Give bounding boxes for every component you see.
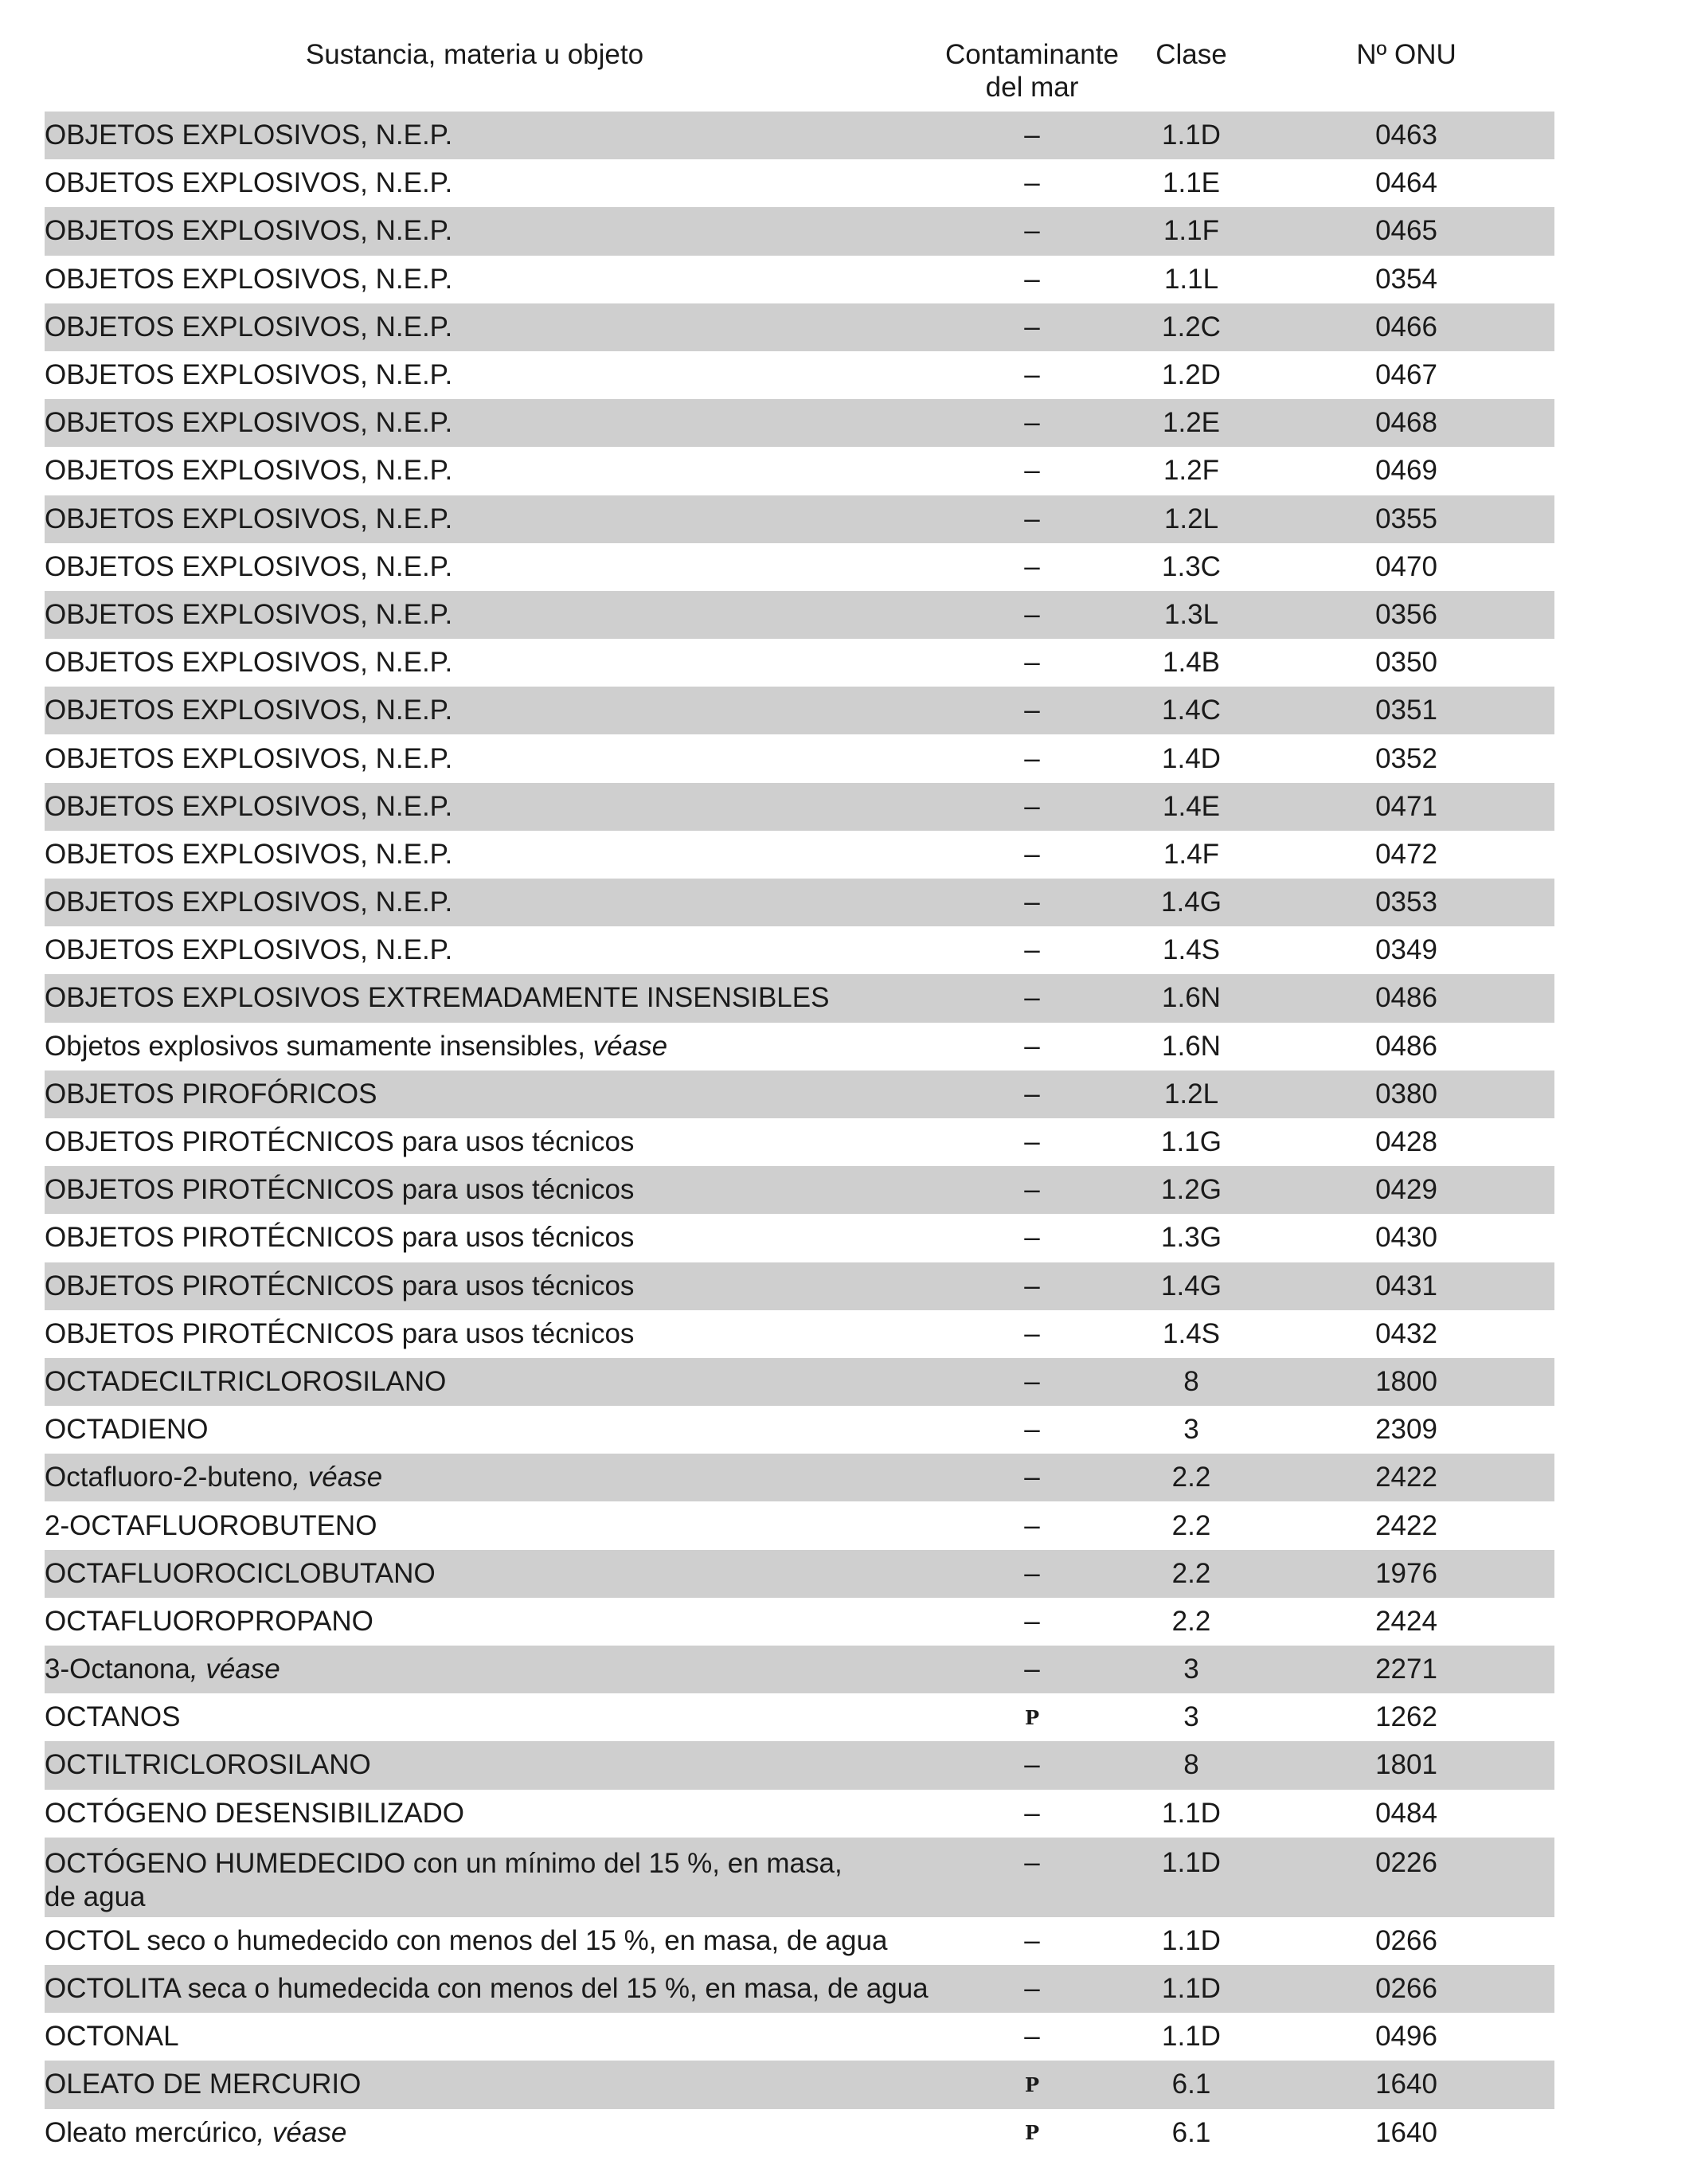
cell-un-number: 0428 <box>1375 1126 1437 1158</box>
substance-text: OCTILTRICLOROSILANO <box>45 1749 371 1781</box>
cell-un-number: 0351 <box>1375 695 1437 726</box>
cell-substance <box>45 598 905 632</box>
substance-text: OCTOLITA seca o humedecida con menos del 15 %, en masa, de agua <box>45 1973 929 2005</box>
cell-un-number: 0496 <box>1375 2021 1437 2053</box>
cell-class: 1.1D <box>1162 1797 1221 1829</box>
cell-marine-pollutant: – <box>1024 2021 1040 2053</box>
cell-marine-pollutant: – <box>1024 263 1040 295</box>
substance-text: OBJETOS PIROTÉCNICOS para usos técnicos <box>45 1222 635 1254</box>
table-row <box>45 1598 1554 1646</box>
table-row <box>45 1838 1554 1917</box>
cell-un-number: 0350 <box>1375 647 1437 679</box>
cell-marine-pollutant: – <box>1024 1846 1040 1878</box>
see-reference-text: , véase <box>256 2116 347 2148</box>
cell-substance <box>45 119 905 152</box>
cell-un-number: 0380 <box>1375 1078 1437 1110</box>
cell-marine-pollutant: – <box>1024 790 1040 822</box>
cell-class: 1.1D <box>1162 1924 1221 1956</box>
cell-class: 8 <box>1183 1365 1199 1397</box>
substance-text: OCTOL seco o humedecido con menos del 15 %, en masa, de agua <box>45 1924 888 1956</box>
cell-class: 1.2E <box>1163 407 1220 439</box>
cell-un-number: 0353 <box>1375 887 1437 918</box>
table-row <box>45 159 1554 207</box>
cell-substance <box>45 1461 905 1494</box>
table-row <box>45 1118 1554 1166</box>
cell-un-number: 0465 <box>1375 215 1437 247</box>
cell-class: 3 <box>1183 1701 1199 1733</box>
table-row <box>45 447 1554 495</box>
cell-class: 1.2F <box>1163 455 1220 487</box>
substance-text: OCTONAL <box>45 2021 179 2053</box>
header-marine-text: Contaminante del mar <box>945 39 1119 103</box>
cell-marine-pollutant: – <box>1024 1078 1040 1110</box>
substance-text: OBJETOS EXPLOSIVOS, N.E.P. <box>45 119 453 151</box>
table-row <box>45 256 1554 303</box>
cell-marine-pollutant: – <box>1024 838 1040 870</box>
cell-substance <box>45 503 905 536</box>
cell-substance <box>45 1221 905 1254</box>
cell-marine-pollutant: – <box>1024 1222 1040 1254</box>
cell-class: 1.4G <box>1161 887 1222 918</box>
cell-class: 1.1F <box>1163 215 1220 247</box>
table-row <box>45 2013 1554 2061</box>
cell-class: 1.1L <box>1163 263 1219 295</box>
substance-text: 3-Octanona <box>45 1654 190 1685</box>
substance-text: OBJETOS PIROTÉCNICOS para usos técnicos <box>45 1174 635 1206</box>
cell-substance <box>45 1557 905 1591</box>
cell-substance <box>45 646 905 679</box>
cell-substance <box>45 2068 905 2101</box>
substance-text: OBJETOS EXPLOSIVOS, N.E.P. <box>45 503 453 534</box>
cell-marine-pollutant: – <box>1024 215 1040 247</box>
cell-un-number: 1800 <box>1375 1365 1437 1397</box>
substance-text: OBJETOS EXPLOSIVOS, N.E.P. <box>45 167 453 199</box>
cell-substance <box>45 1924 905 1958</box>
cell-un-number: 0355 <box>1375 503 1437 534</box>
table-row <box>45 639 1554 687</box>
cell-substance <box>45 790 905 824</box>
table-header <box>45 32 1554 112</box>
substance-text: OBJETOS EXPLOSIVOS, N.E.P. <box>45 742 453 774</box>
cell-substance <box>45 1847 905 1914</box>
substance-text-continued: de agua <box>45 1881 146 1912</box>
cell-class: 1.1D <box>1162 1973 1221 2005</box>
cell-substance <box>45 1797 905 1830</box>
cell-substance <box>45 886 905 919</box>
cell-class: 1.3C <box>1162 550 1221 582</box>
cell-substance <box>45 1125 905 1159</box>
substance-text: OBJETOS PIROTÉCNICOS para usos técnicos <box>45 1317 635 1349</box>
cell-un-number: 0484 <box>1375 1797 1437 1829</box>
table-row <box>45 207 1554 255</box>
cell-substance <box>45 742 905 776</box>
cell-un-number: 0352 <box>1375 742 1437 774</box>
cell-marine-pollutant: – <box>1024 1365 1040 1397</box>
cell-substance <box>45 1317 905 1351</box>
cell-class: 2.2 <box>1171 1462 1211 1493</box>
cell-marine-pollutant: – <box>1024 598 1040 630</box>
table-row <box>45 1214 1554 1262</box>
substance-text: OCTAFLUOROCICLOBUTANO <box>45 1557 436 1589</box>
table-row <box>45 303 1554 351</box>
cell-marine-pollutant: – <box>1024 1317 1040 1349</box>
cell-substance <box>45 263 905 296</box>
cell-un-number: 2424 <box>1375 1605 1437 1637</box>
cell-un-number: 0226 <box>1375 1846 1437 1878</box>
cell-marine-pollutant: – <box>1024 1797 1040 1829</box>
table-row <box>45 591 1554 639</box>
substance-text: OBJETOS EXPLOSIVOS, N.E.P. <box>45 311 453 342</box>
cell-marine-pollutant: – <box>1024 1973 1040 2005</box>
cell-marine-pollutant: – <box>1024 311 1040 342</box>
header-substance: Sustancia, materia u objeto <box>305 39 644 70</box>
cell-class: 1.2L <box>1163 1078 1219 1110</box>
cell-substance <box>45 981 905 1015</box>
substance-text: OBJETOS EXPLOSIVOS, N.E.P. <box>45 934 453 966</box>
cell-marine-pollutant: – <box>1024 503 1040 534</box>
dangerous-goods-table <box>45 32 1554 2157</box>
substance-text: OBJETOS EXPLOSIVOS, N.E.P. <box>45 359 453 391</box>
cell-class: 1.4S <box>1163 934 1220 966</box>
cell-marine-pollutant: – <box>1024 1414 1040 1446</box>
substance-text: OBJETOS EXPLOSIVOS, N.E.P. <box>45 647 453 679</box>
cell-class: 1.4D <box>1162 742 1221 774</box>
cell-marine-pollutant: – <box>1024 695 1040 726</box>
table-row <box>45 1646 1554 1693</box>
cell-un-number: 1976 <box>1375 1557 1437 1589</box>
cell-un-number: 0430 <box>1375 1222 1437 1254</box>
cell-marine-pollutant: – <box>1024 742 1040 774</box>
table-row <box>45 399 1554 447</box>
cell-substance <box>45 1701 905 1734</box>
cell-marine-pollutant: – <box>1024 1030 1040 1062</box>
cell-class: 6.1 <box>1171 2069 1211 2100</box>
cell-un-number: 2271 <box>1375 1654 1437 1685</box>
cell-class: 1.6N <box>1162 982 1221 1014</box>
table-row <box>45 1358 1554 1406</box>
cell-un-number: 0466 <box>1375 311 1437 342</box>
table-row <box>45 543 1554 591</box>
cell-substance <box>45 1413 905 1446</box>
table-row <box>45 1741 1554 1789</box>
cell-class: 1.4F <box>1163 838 1220 870</box>
table-row <box>45 1550 1554 1598</box>
table-row <box>45 1965 1554 2013</box>
cell-class: 1.3G <box>1161 1222 1222 1254</box>
cell-un-number: 1262 <box>1375 1701 1437 1733</box>
cell-un-number: 0432 <box>1375 1317 1437 1349</box>
table-row <box>45 1023 1554 1070</box>
cell-marine-pollutant: – <box>1024 359 1040 391</box>
cell-substance <box>45 838 905 871</box>
cell-un-number: 1640 <box>1375 2116 1437 2148</box>
substance-text: OBJETOS EXPLOSIVOS, N.E.P. <box>45 263 453 295</box>
cell-class: 1.4E <box>1163 790 1220 822</box>
cell-marine-pollutant: – <box>1024 1557 1040 1589</box>
table-row <box>45 879 1554 926</box>
cell-substance <box>45 454 905 487</box>
cell-class: 2.2 <box>1171 1605 1211 1637</box>
cell-marine-pollutant: – <box>1024 1462 1040 1493</box>
cell-class: 1.4C <box>1162 695 1221 726</box>
cell-un-number: 0431 <box>1375 1270 1437 1301</box>
cell-un-number: 0356 <box>1375 598 1437 630</box>
table-row <box>45 1917 1554 1965</box>
cell-marine-pollutant: – <box>1024 455 1040 487</box>
cell-substance <box>45 550 905 584</box>
table-row <box>45 687 1554 734</box>
substance-text: OBJETOS EXPLOSIVOS, N.E.P. <box>45 455 453 487</box>
cell-substance <box>45 694 905 727</box>
cell-marine-pollutant: – <box>1024 1509 1040 1541</box>
cell-substance <box>45 1972 929 2006</box>
table-row <box>45 1790 1554 1838</box>
cell-substance <box>45 2020 905 2053</box>
header-un-number: Nº ONU <box>1356 39 1456 70</box>
cell-marine-pollutant: – <box>1024 1749 1040 1781</box>
cell-un-number: 1801 <box>1375 1749 1437 1781</box>
cell-substance <box>45 1173 905 1207</box>
table-body <box>45 112 1554 2157</box>
cell-un-number: 0470 <box>1375 550 1437 582</box>
cell-class: 1.2G <box>1161 1174 1222 1206</box>
substance-text: OBJETOS EXPLOSIVOS, N.E.P. <box>45 407 453 439</box>
substance-text: OBJETOS EXPLOSIVOS, N.E.P. <box>45 887 453 918</box>
cell-marine-pollutant: – <box>1024 1174 1040 1206</box>
cell-class: 1.4S <box>1163 1317 1220 1349</box>
see-reference-text: véase <box>592 1030 668 1062</box>
cell-substance <box>45 1653 905 1686</box>
cell-class: 1.1G <box>1161 1126 1222 1158</box>
cell-un-number: 0468 <box>1375 407 1437 439</box>
substance-text: OCTADIENO <box>45 1414 209 1446</box>
table-row <box>45 1454 1554 1501</box>
cell-class: 3 <box>1183 1414 1199 1446</box>
table-row <box>45 1406 1554 1454</box>
cell-class: 2.2 <box>1171 1509 1211 1541</box>
substance-text: OBJETOS EXPLOSIVOS, N.E.P. <box>45 695 453 726</box>
cell-un-number: 0472 <box>1375 838 1437 870</box>
cell-un-number: 1640 <box>1375 2069 1437 2100</box>
cell-marine-pollutant: – <box>1024 934 1040 966</box>
substance-text: OBJETOS EXPLOSIVOS, N.E.P. <box>45 790 453 822</box>
cell-class: 1.1D <box>1162 1846 1221 1878</box>
substance-text: OBJETOS PIROTÉCNICOS para usos técnicos <box>45 1126 635 1158</box>
cell-marine-pollutant: – <box>1024 1924 1040 1956</box>
table-row <box>45 1070 1554 1118</box>
cell-marine-pollutant: – <box>1024 982 1040 1014</box>
cell-class: 3 <box>1183 1654 1199 1685</box>
cell-substance <box>45 1270 905 1303</box>
table-row <box>45 2061 1554 2108</box>
cell-class: 1.1E <box>1163 167 1220 199</box>
substance-text: OCTÓGENO HUMEDECIDO con un mínimo del 15 %, en masa, <box>45 1847 843 1879</box>
substance-text: 2-OCTAFLUOROBUTENO <box>45 1509 377 1541</box>
cell-un-number: 0266 <box>1375 1973 1437 2005</box>
table-row <box>45 2109 1554 2157</box>
cell-marine-pollutant: – <box>1024 887 1040 918</box>
cell-class: 1.1D <box>1162 119 1221 151</box>
cell-un-number: 0463 <box>1375 119 1437 151</box>
cell-un-number: 0354 <box>1375 263 1437 295</box>
substance-text: OBJETOS EXPLOSIVOS EXTREMADAMENTE INSENSIBLES <box>45 982 830 1014</box>
cell-class: 1.1D <box>1162 2021 1221 2053</box>
cell-un-number: 0469 <box>1375 455 1437 487</box>
cell-marine-pollutant: – <box>1024 1126 1040 1158</box>
cell-class: 2.2 <box>1171 1557 1211 1589</box>
table-row <box>45 351 1554 399</box>
cell-substance <box>45 1078 905 1111</box>
cell-un-number: 2309 <box>1375 1414 1437 1446</box>
cell-substance <box>45 311 905 344</box>
cell-marine-pollutant: – <box>1024 1270 1040 1301</box>
cell-class: 1.3L <box>1163 598 1219 630</box>
see-reference-text: , véase <box>190 1654 280 1685</box>
cell-marine-pollutant: – <box>1024 119 1040 151</box>
substance-text: OBJETOS EXPLOSIVOS, N.E.P. <box>45 550 453 582</box>
table-row <box>45 1166 1554 1214</box>
substance-text: OBJETOS EXPLOSIVOS, N.E.P. <box>45 215 453 247</box>
cell-un-number: 0349 <box>1375 934 1437 966</box>
cell-substance <box>45 406 905 440</box>
substance-text: OBJETOS PIROFÓRICOS <box>45 1078 377 1110</box>
substance-text: Octafluoro-2-buteno <box>45 1462 293 1493</box>
cell-marine-pollutant: – <box>1024 1654 1040 1685</box>
table-row <box>45 495 1554 543</box>
cell-substance <box>45 933 905 967</box>
cell-substance <box>45 214 905 248</box>
cell-un-number: 2422 <box>1375 1462 1437 1493</box>
cell-marine-pollutant: – <box>1024 647 1040 679</box>
cell-marine-pollutant: – <box>1024 550 1040 582</box>
cell-class: 1.4B <box>1163 647 1220 679</box>
cell-class: 1.6N <box>1162 1030 1221 1062</box>
substance-text: OBJETOS EXPLOSIVOS, N.E.P. <box>45 838 453 870</box>
cell-un-number: 0471 <box>1375 790 1437 822</box>
table-row <box>45 783 1554 831</box>
cell-marine-pollutant: – <box>1024 407 1040 439</box>
table-row <box>45 734 1554 782</box>
substance-text: OBJETOS PIROTÉCNICOS para usos técnicos <box>45 1270 635 1301</box>
cell-substance <box>45 1605 905 1638</box>
cell-un-number: 0486 <box>1375 982 1437 1014</box>
cell-substance <box>45 2116 905 2150</box>
cell-un-number: 0429 <box>1375 1174 1437 1206</box>
cell-marine-pollutant: – <box>1024 1605 1040 1637</box>
cell-substance <box>45 1509 905 1543</box>
cell-substance <box>45 1030 905 1063</box>
table-row <box>45 1310 1554 1358</box>
cell-class: 1.2L <box>1163 503 1219 534</box>
cell-un-number: 0486 <box>1375 1030 1437 1062</box>
substance-text: Oleato mercúrico <box>45 2116 257 2148</box>
substance-text: Objetos explosivos sumamente insensibles, <box>45 1030 593 1062</box>
substance-text: OCTANOS <box>45 1701 181 1733</box>
header-class: Clase <box>1155 39 1227 70</box>
cell-un-number: 0467 <box>1375 359 1437 391</box>
cell-class: 1.2D <box>1162 359 1221 391</box>
cell-marine-pollutant: – <box>1024 167 1040 199</box>
substance-text: OBJETOS EXPLOSIVOS, N.E.P. <box>45 598 453 630</box>
cell-class: 1.2C <box>1162 311 1221 342</box>
cell-un-number: 0266 <box>1375 1924 1437 1956</box>
table-row <box>45 974 1554 1022</box>
substance-text: OLEATO DE MERCURIO <box>45 2069 362 2100</box>
cell-class: 8 <box>1183 1749 1199 1781</box>
cell-substance <box>45 166 905 200</box>
cell-substance <box>45 1365 905 1399</box>
table-row <box>45 1693 1554 1741</box>
substance-text: OCTÓGENO DESENSIBILIZADO <box>45 1797 465 1829</box>
cell-marine-pollutant: P <box>1024 1705 1040 1729</box>
cell-substance <box>45 358 905 392</box>
substance-text: OCTADECILTRICLOROSILANO <box>45 1365 447 1397</box>
table-row <box>45 112 1554 159</box>
cell-substance <box>45 1748 905 1782</box>
cell-class: 1.4G <box>1161 1270 1222 1301</box>
cell-class: 6.1 <box>1171 2116 1211 2148</box>
substance-text: OCTAFLUOROPROPANO <box>45 1605 373 1637</box>
table-row <box>45 831 1554 879</box>
cell-marine-pollutant: P <box>1024 2072 1040 2096</box>
cell-un-number: 2422 <box>1375 1509 1437 1541</box>
see-reference-text: , véase <box>292 1462 383 1493</box>
cell-marine-pollutant: P <box>1024 2121 1040 2145</box>
cell-un-number: 0464 <box>1375 167 1437 199</box>
table-row <box>45 1501 1554 1549</box>
table-row <box>45 1262 1554 1310</box>
table-row <box>45 926 1554 974</box>
